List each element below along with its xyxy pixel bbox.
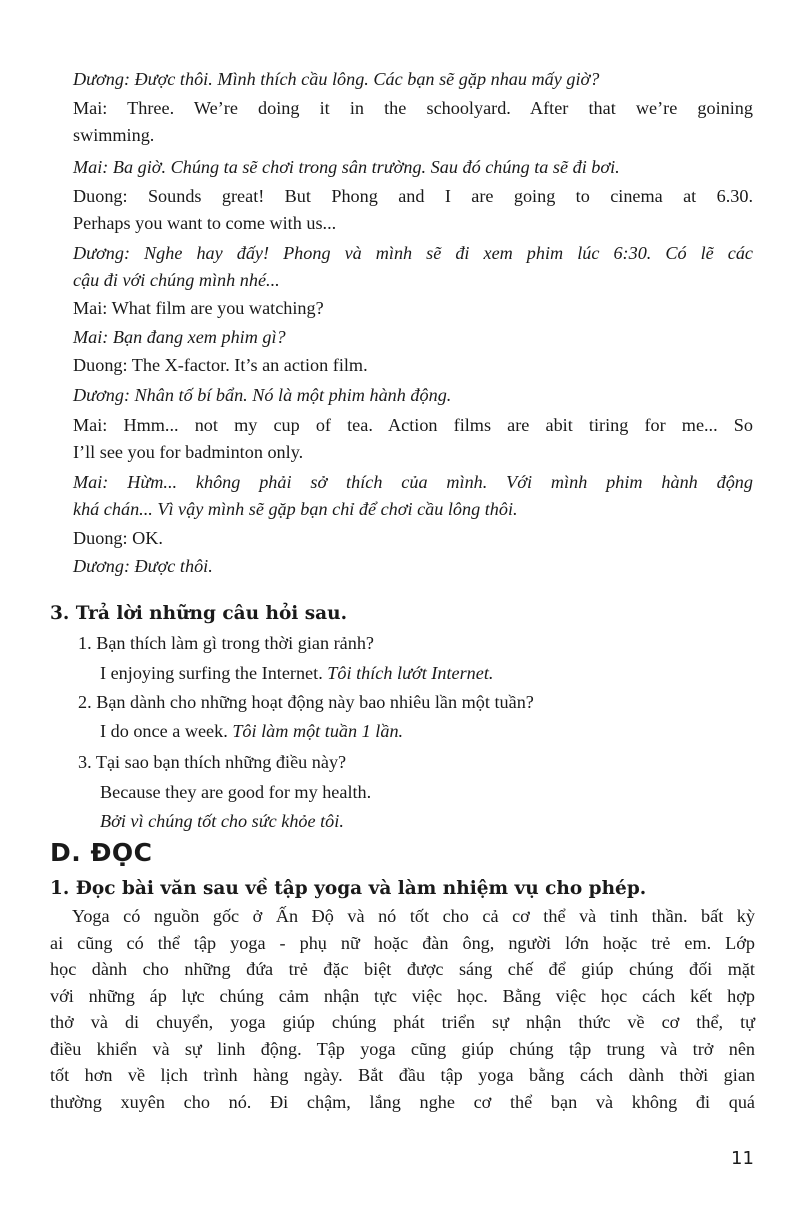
dialogue-translation: Dương: Được thôi. Mình thích cầu lông. Các bạn sẽ gặp nhau mấy giờ? xyxy=(73,69,600,89)
answer-2 xyxy=(100,718,780,744)
dialogue-translation: Mai: Hừm... không phải sở thích của mình. Với mình phim hành động xyxy=(73,472,753,492)
reading-task-title: 1. Đọc bài văn sau về tập yoga và làm nhiệm vụ cho phép. xyxy=(50,878,647,899)
dialogue-line: swimming. xyxy=(73,125,155,145)
paragraph-line: thường xuyên cho nó. Đi chậm, lắng nghe cơ thể bạn và không đi quá xyxy=(50,1091,755,1112)
paragraph-line: điều khiển và sự linh động. Tập yoga cũng giúp chúng tập trung và trở nên xyxy=(50,1038,755,1059)
dialogue-line: I’ll see you for badminton only. xyxy=(73,442,304,462)
paragraph-line: học dành cho những đứa trẻ đặc biệt được sáng chế để giúp chúng đối mặt xyxy=(50,959,755,979)
reading-paragraph xyxy=(50,903,755,1115)
dialogue-line: Mai: Hmm... not my cup of tea. Action films are abit tiring for me... So xyxy=(73,415,753,435)
dialogue-line: Perhaps you want to come with us... xyxy=(73,213,337,233)
answer-3-en: Because they are good for my health. xyxy=(100,782,372,802)
page-number: 11 xyxy=(731,1148,754,1169)
answer-1-en: I enjoying surfing the Internet. xyxy=(100,663,323,683)
dialogue-translation: Dương: Được thôi. xyxy=(73,556,213,576)
section-3-title: 3. Trả lời những câu hỏi sau. xyxy=(50,603,348,624)
paragraph-line: với những áp lực chúng cảm nhận tực việc học. Bằng việc học cách kết hợp xyxy=(50,985,755,1006)
dialogue-translation: Mai: Ba giờ. Chúng ta sẽ chơi trong sân trường. Sau đó chúng ta sẽ đi bơi. xyxy=(73,157,620,177)
question-1: 1. Bạn thích làm gì trong thời gian rảnh? xyxy=(78,633,375,653)
answer-3-vi: Bởi vì chúng tốt cho sức khỏe tôi. xyxy=(100,811,344,831)
dialogue-line: Duong: Sounds great! But Phong and I are going to cinema at 6.30. xyxy=(73,186,753,206)
paragraph-line: Yoga có nguồn gốc ở Ấn Độ và nó tốt cho cả cơ thể và tinh thần. bất kỳ xyxy=(72,906,755,926)
dialogue-line: Mai: Three. We’re doing it in the schoolyard. After that we’re goining xyxy=(73,98,753,118)
question-2: 2. Bạn dành cho những hoạt động này bao nhiêu lần một tuần? xyxy=(78,692,534,712)
paragraph-line: ai cũng có thể tập yoga - phụ nữ hoặc đàn ông, người lớn hoặc trẻ em. Lớp xyxy=(50,932,755,953)
paragraph-line: thở và di chuyển, yoga giúp chúng phát triển sự nhận thức về cơ thể, tự xyxy=(50,1012,755,1032)
dialogue-translation: Mai: Bạn đang xem phim gì? xyxy=(73,327,286,347)
answer-2-vi: Tôi làm một tuần 1 lần. xyxy=(232,721,404,741)
answer-1 xyxy=(100,660,780,686)
dialogue-translation: Dương: Nhân tố bí bẩn. Nó là một phim hành động. xyxy=(73,385,452,405)
dialogue-translation: cậu đi với chúng mình nhé... xyxy=(73,270,280,290)
dialogue-line: Duong: OK. xyxy=(73,528,163,548)
question-3: 3. Tại sao bạn thích những điều này? xyxy=(78,752,347,772)
dialogue-translation: Dương: Nghe hay đấy! Phong và mình sẽ đi xem phim lúc 6:30. Có lẽ các xyxy=(73,243,753,263)
paragraph-line: tốt hơn về lịch trình hàng ngày. Bắt đầu tập yoga bằng cách dành thời gian xyxy=(50,1065,755,1085)
answer-2-en: I do once a week. xyxy=(100,721,228,741)
answer-1-vi: Tôi thích lướt Internet. xyxy=(327,663,494,683)
dialogue-line: Duong: The X-factor. It’s an action film. xyxy=(73,355,368,375)
dialogue-translation: khá chán... Vì vậy mình sẽ gặp bạn chỉ để chơi cầu lông thôi. xyxy=(73,499,518,519)
section-d-heading: D. ĐỌC xyxy=(50,838,153,867)
dialogue-line: Mai: What film are you watching? xyxy=(73,298,324,318)
